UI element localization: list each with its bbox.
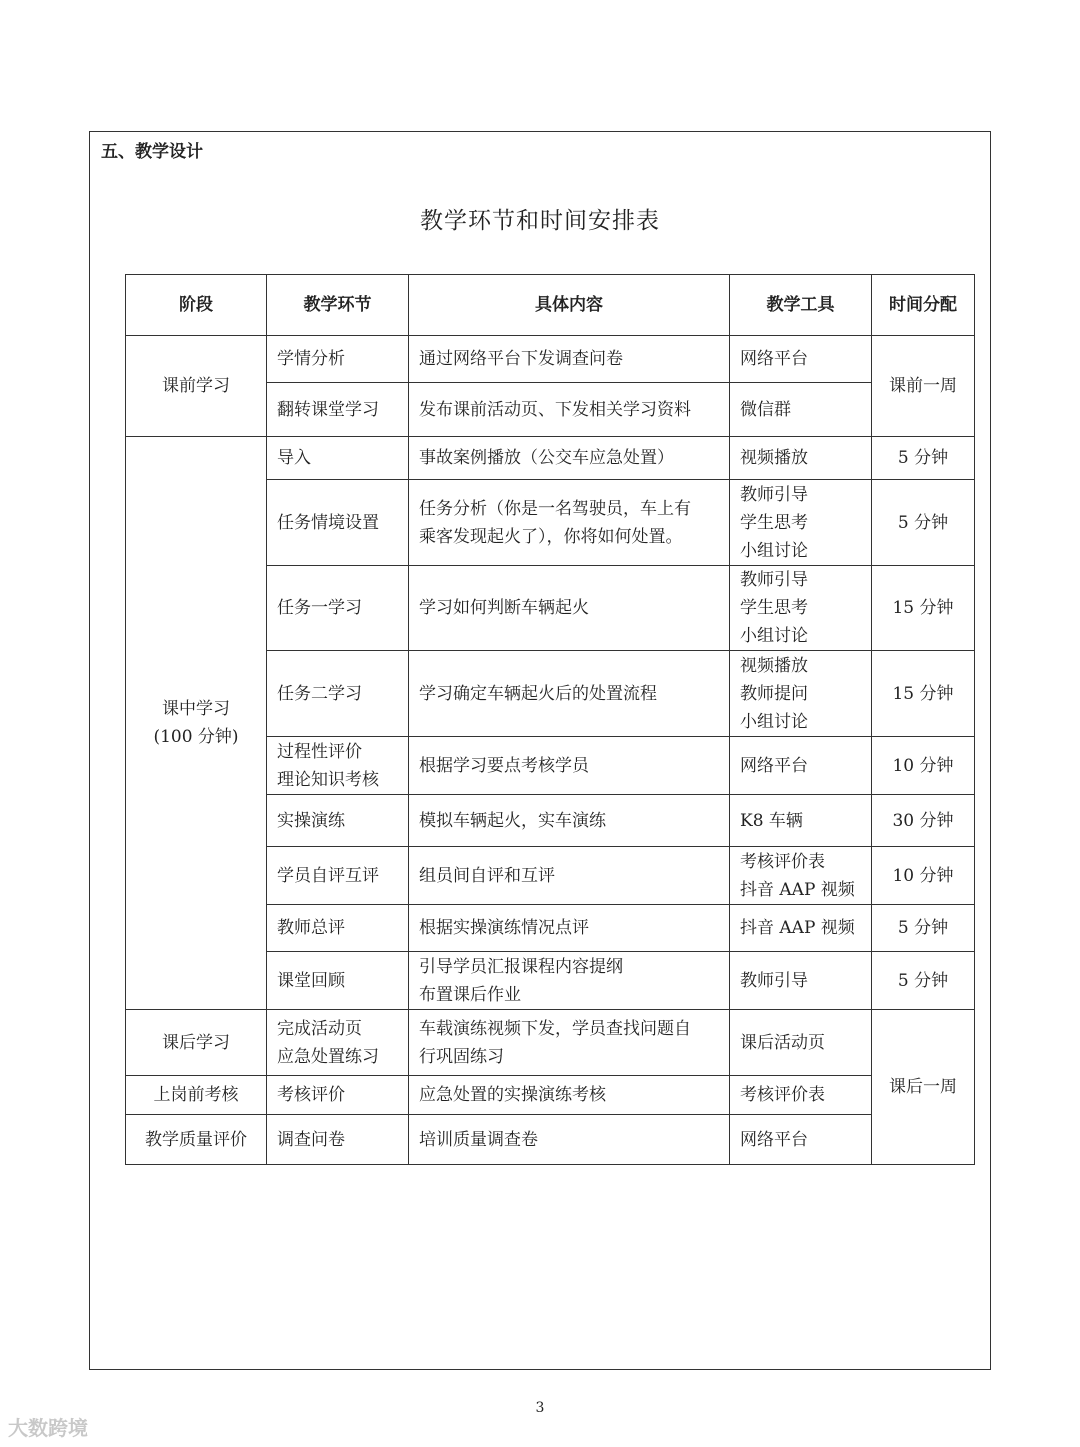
section-heading: 五、教学设计: [101, 142, 203, 162]
tool-cell: 教师引导: [730, 952, 872, 1010]
header-step: 教学环节: [267, 275, 409, 336]
time-cell: 10 分钟: [872, 847, 975, 905]
content-cell: 引导学员汇报课程内容提纲 布置课后作业: [409, 952, 730, 1010]
table-row: [126, 1010, 975, 1076]
tool-cell: 网络平台: [730, 336, 872, 383]
table-row: [126, 1076, 975, 1115]
time-cell: 5 分钟: [872, 905, 975, 952]
header-time: 时间分配: [872, 275, 975, 336]
time-cell: 10 分钟: [872, 737, 975, 795]
time-cell: 30 分钟: [872, 795, 975, 847]
schedule-table: [125, 274, 975, 1165]
table-row: [126, 437, 975, 480]
time-cell: 15 分钟: [872, 566, 975, 651]
tool-cell: K8 车辆: [730, 795, 872, 847]
content-cell: 通过网络平台下发调查问卷: [409, 336, 730, 383]
stage-cell: 课前学习: [126, 336, 267, 437]
tool-cell: 视频播放: [730, 437, 872, 480]
step-cell: 完成活动页 应急处置练习: [267, 1010, 409, 1076]
header-content: 具体内容: [409, 275, 730, 336]
content-cell: 根据学习要点考核学员: [409, 737, 730, 795]
content-cell: 任务分析（你是一名驾驶员，车上有 乘客发现起火了），你将如何处置。: [409, 480, 730, 566]
step-cell: 学情分析: [267, 336, 409, 383]
time-cell: 15 分钟: [872, 651, 975, 737]
time-cell: 课后一周: [872, 1010, 975, 1165]
content-cell: 学习确定车辆起火后的处置流程: [409, 651, 730, 737]
header-tool: 教学工具: [730, 275, 872, 336]
content-cell: 组员间自评和互评: [409, 847, 730, 905]
step-cell: 教师总评: [267, 905, 409, 952]
time-cell: 5 分钟: [872, 480, 975, 566]
tool-cell: 考核评价表: [730, 1076, 872, 1115]
content-cell: 发布课前活动页、下发相关学习资料: [409, 383, 730, 437]
table-row: [126, 1115, 975, 1165]
time-cell: 5 分钟: [872, 952, 975, 1010]
tool-cell: 教师引导 学生思考 小组讨论: [730, 480, 872, 566]
tool-cell: 考核评价表 抖音 AAP 视频: [730, 847, 872, 905]
step-cell: 学员自评互评: [267, 847, 409, 905]
stage-cell: 教学质量评价: [126, 1115, 267, 1165]
header-stage: 阶段: [126, 275, 267, 336]
tool-cell: 网络平台: [730, 737, 872, 795]
stage-cell: 上岗前考核: [126, 1076, 267, 1115]
tool-cell: 网络平台: [730, 1115, 872, 1165]
content-cell: 模拟车辆起火，实车演练: [409, 795, 730, 847]
step-cell: 过程性评价 理论知识考核: [267, 737, 409, 795]
step-cell: 任务情境设置: [267, 480, 409, 566]
step-cell: 实操演练: [267, 795, 409, 847]
stage-cell: 课后学习: [126, 1010, 267, 1076]
step-cell: 考核评价: [267, 1076, 409, 1115]
step-cell: 导入: [267, 437, 409, 480]
content-cell: 根据实操演练情况点评: [409, 905, 730, 952]
time-cell: 课前一周: [872, 336, 975, 437]
time-cell: 5 分钟: [872, 437, 975, 480]
tool-cell: 课后活动页: [730, 1010, 872, 1076]
content-cell: 应急处置的实操演练考核: [409, 1076, 730, 1115]
stage-cell: 课中学习 (100 分钟): [126, 437, 267, 1010]
step-cell: 任务二学习: [267, 651, 409, 737]
tool-cell: 教师引导 学生思考 小组讨论: [730, 566, 872, 651]
table-header-row: [126, 275, 975, 336]
table-row: [126, 336, 975, 383]
tool-cell: 抖音 AAP 视频: [730, 905, 872, 952]
content-cell: 事故案例播放（公交车应急处置）: [409, 437, 730, 480]
step-cell: 翻转课堂学习: [267, 383, 409, 437]
step-cell: 任务一学习: [267, 566, 409, 651]
content-cell: 培训质量调查卷: [409, 1115, 730, 1165]
page-number: 3: [535, 1400, 545, 1416]
tool-cell: 微信群: [730, 383, 872, 437]
table-title: 教学环节和时间安排表: [420, 208, 660, 234]
step-cell: 调查问卷: [267, 1115, 409, 1165]
step-cell: 课堂回顾: [267, 952, 409, 1010]
tool-cell: 视频播放 教师提问 小组讨论: [730, 651, 872, 737]
content-cell: 学习如何判断车辆起火: [409, 566, 730, 651]
watermark-logo: 大数跨境: [8, 1416, 88, 1440]
content-cell: 车载演练视频下发，学员查找问题自 行巩固练习: [409, 1010, 730, 1076]
